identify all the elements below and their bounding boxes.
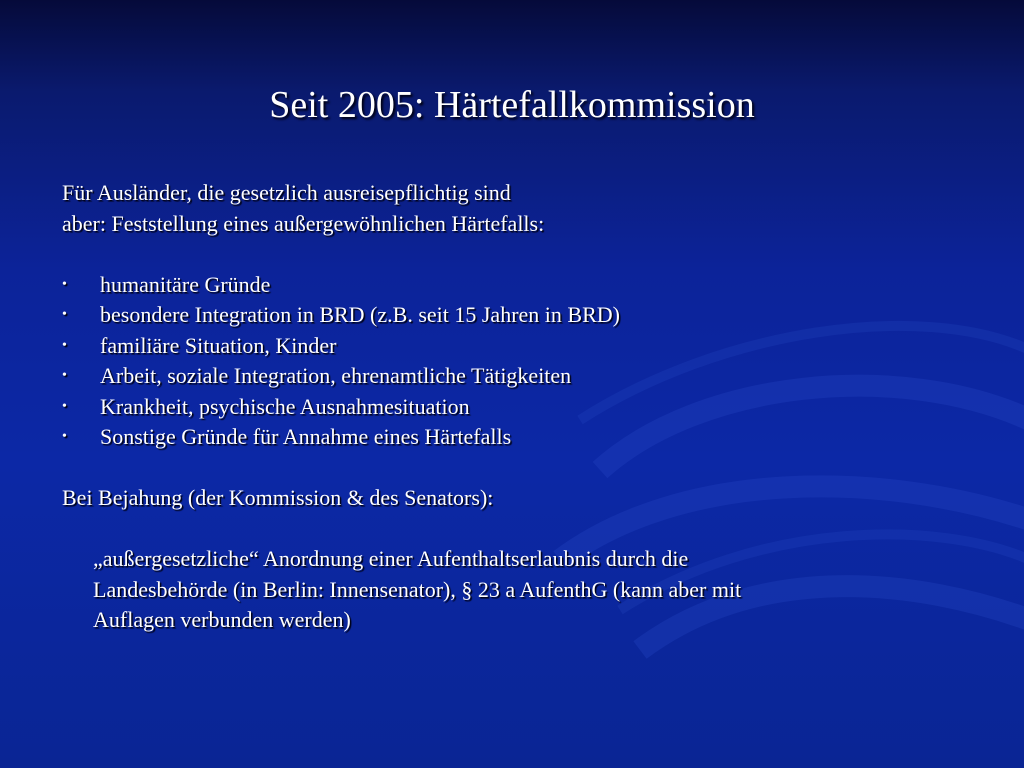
bullet-icon: • <box>62 368 67 383</box>
result-line: Auflagen verbunden werden) <box>93 607 351 632</box>
bullet-icon: • <box>62 398 67 414</box>
list-item <box>62 361 962 392</box>
list-item <box>62 331 962 362</box>
list-item <box>62 392 962 423</box>
slide-body <box>62 178 962 636</box>
intro-line: aber: Feststellung eines außergewöhnlichen Härtefalls: <box>62 210 545 236</box>
result-line: Landesbehörde (in Berlin: Innensenator), § 23 a AufenthG (kann aber mit <box>93 576 742 602</box>
bullet-icon: • <box>62 307 67 322</box>
list-item-text: Sonstige Gründe für Annahme eines Härtefalls <box>100 424 512 449</box>
condition-text: Bei Bejahung (der Kommission & des Senators): <box>62 485 494 510</box>
list-item-text: Arbeit, soziale Integration, ehrenamtliche Tätigkeiten <box>100 363 572 388</box>
bullet-icon: • <box>62 429 67 444</box>
slide-title: Seit 2005: Härtefallkommission <box>269 84 755 126</box>
result-line: „außergesetzliche“ Anordnung einer Aufenthaltserlaubnis durch die <box>93 546 689 571</box>
list-item-text: humanitäre Gründe <box>100 271 271 297</box>
list-item-text: Krankheit, psychische Ausnahmesituation <box>100 393 470 419</box>
list-item-text: besondere Integration in BRD (z.B. seit 15 Jahren in BRD) <box>100 302 620 327</box>
reasons-list <box>62 270 962 453</box>
list-item <box>62 270 962 301</box>
result-paragraph <box>62 544 962 636</box>
list-item-text: familiäre Situation, Kinder <box>100 332 337 358</box>
list-item <box>62 422 962 453</box>
bullet-icon: • <box>62 276 67 292</box>
list-item <box>62 300 962 331</box>
bullet-icon: • <box>62 337 67 353</box>
intro-line: Für Ausländer, die gesetzlich ausreisepflichtig sind <box>62 180 511 205</box>
